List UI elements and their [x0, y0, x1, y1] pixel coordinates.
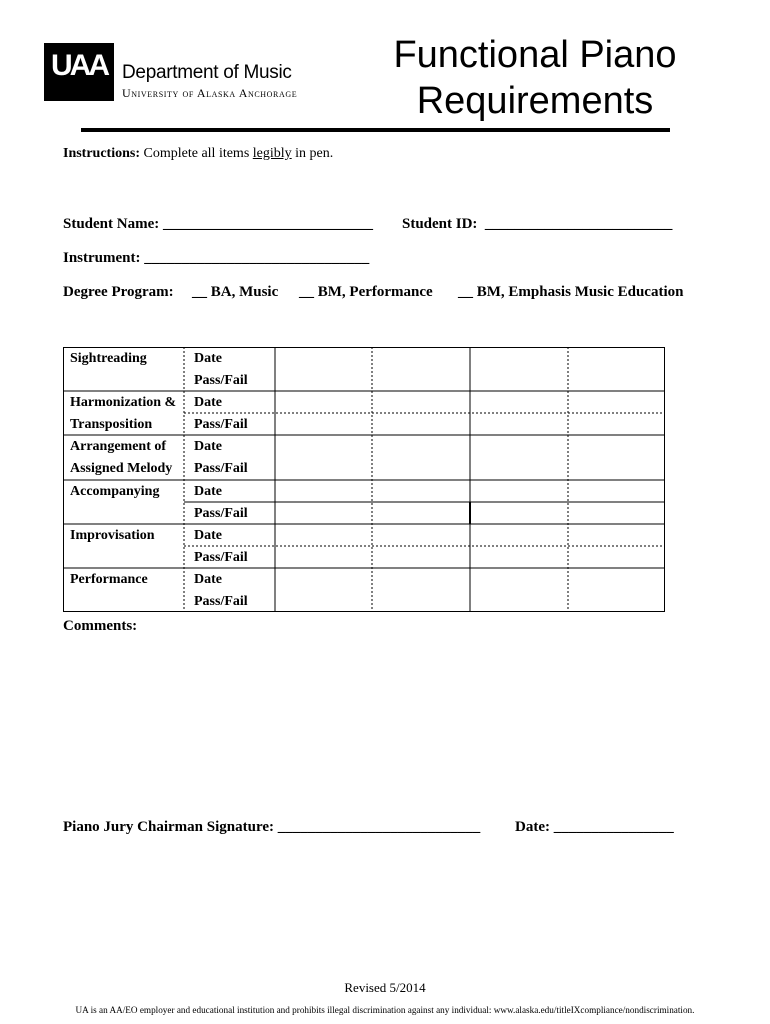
uaa-logo: [44, 43, 114, 101]
revision-note: Revised 5/2014: [344, 980, 426, 995]
row-pass-fail: Pass/Fail: [194, 550, 248, 565]
row-pass-fail: Pass/Fail: [194, 417, 248, 432]
section-assigned-melody: Assigned Melody: [70, 461, 173, 476]
row-date: Date: [194, 351, 222, 366]
section-performance: Performance: [70, 572, 148, 587]
signature-date-field[interactable]: Date: ________________: [515, 819, 674, 835]
student-id-field[interactable]: Student ID: _________________________: [402, 216, 673, 232]
title-line-1: Functional Piano: [393, 34, 677, 76]
footer-disclaimer: UA is an AA/EO employer and educational institution and prohibits illegal discrimination against any individual: www.alaska.edu/titleIXcompliance/nondiscrimination.: [75, 1005, 695, 1015]
instructions-label: Instructions:: [63, 146, 141, 161]
row-date: Date: [194, 572, 222, 587]
row-pass-fail: Pass/Fail: [194, 594, 248, 609]
section-improvisation: Improvisation: [70, 528, 155, 543]
degree-option-bm-performance[interactable]: __ BM, Performance: [299, 284, 433, 300]
department-name: Department of Music: [122, 62, 292, 83]
row-date: Date: [194, 439, 222, 454]
section-arrangement: Arrangement of: [70, 439, 167, 454]
table-grid: [63, 347, 665, 612]
instrument-field[interactable]: Instrument: ______________________________: [63, 250, 370, 266]
header-divider: [81, 128, 670, 132]
comments-label: Comments:: [63, 618, 138, 634]
section-transposition: Transposition: [70, 417, 153, 432]
instructions-text-before: Complete all items: [140, 146, 253, 161]
requirements-table: [63, 347, 665, 612]
row-pass-fail: Pass/Fail: [194, 506, 248, 521]
row-date: Date: [194, 528, 222, 543]
row-pass-fail: Pass/Fail: [194, 373, 248, 388]
logo-text: UAA: [51, 49, 107, 82]
section-accompanying: Accompanying: [70, 484, 160, 499]
instructions: [63, 146, 333, 162]
row-date: Date: [194, 484, 222, 499]
instructions-text-after: in pen.: [291, 146, 334, 161]
degree-program-label: Degree Program:: [63, 284, 174, 300]
row-pass-fail: Pass/Fail: [194, 461, 248, 476]
degree-option-bm-music-education[interactable]: __ BM, Emphasis Music Education: [458, 284, 684, 300]
title-line-2: Requirements: [416, 80, 654, 122]
university-name: University of Alaska Anchorage: [122, 86, 298, 100]
section-harmonization: Harmonization &: [70, 395, 177, 410]
student-name-field[interactable]: Student Name: ____________________________: [63, 216, 373, 232]
section-sightreading: Sightreading: [70, 351, 147, 366]
row-date: Date: [194, 395, 222, 410]
instructions-emphasis: legibly: [252, 146, 292, 161]
form-title: [360, 32, 710, 124]
chairman-signature-field[interactable]: Piano Jury Chairman Signature: ___________________________: [63, 819, 481, 835]
degree-option-ba-music[interactable]: __ BA, Music: [192, 284, 279, 300]
